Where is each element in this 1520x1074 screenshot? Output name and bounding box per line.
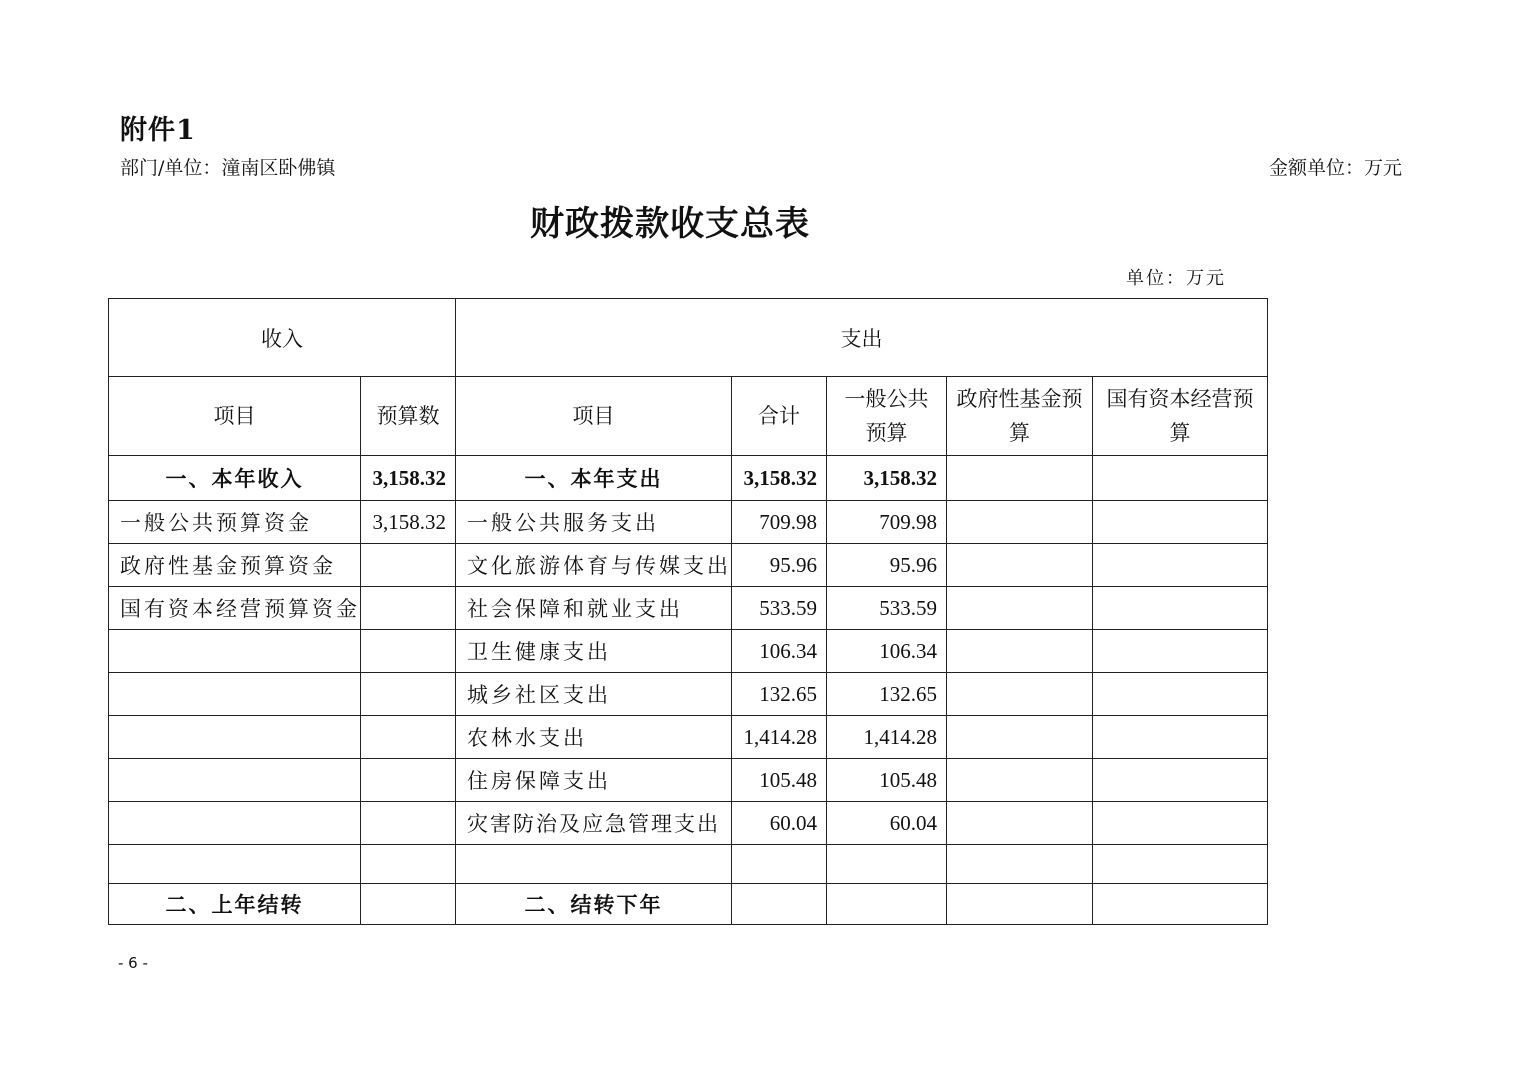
expense-item-cell	[456, 845, 732, 884]
expense-item-cell: 文化旅游体育与传媒支出	[456, 544, 732, 587]
state-capital-cell	[1093, 759, 1268, 802]
income-budget-cell: 3,158.32	[361, 501, 456, 544]
income-budget-cell	[361, 630, 456, 673]
income-budget-cell: 3,158.32	[361, 456, 456, 501]
general-public-cell: 533.59	[827, 587, 947, 630]
income-budget-cell	[361, 802, 456, 845]
total-cell: 95.96	[732, 544, 827, 587]
gov-fund-cell	[947, 845, 1093, 884]
table-row	[109, 456, 1268, 501]
income-group-header: 收入	[109, 299, 456, 377]
state-capital-cell	[1093, 673, 1268, 716]
table-row	[109, 544, 1268, 587]
income-item-cell	[109, 673, 361, 716]
table-row	[109, 716, 1268, 759]
general-public-cell	[827, 845, 947, 884]
state-capital-cell	[1093, 544, 1268, 587]
state-capital-cell	[1093, 587, 1268, 630]
document-title: 财政拨款收支总表	[530, 204, 810, 244]
col-header-state-capital: 国有资本经营预算	[1093, 377, 1268, 456]
general-public-cell: 105.48	[827, 759, 947, 802]
income-budget-cell	[361, 716, 456, 759]
expense-item-cell: 灾害防治及应急管理支出	[456, 802, 732, 845]
income-item-cell: 国有资本经营预算资金	[109, 587, 361, 630]
table-row	[109, 884, 1268, 925]
income-item-cell	[109, 759, 361, 802]
attachment-label: 附件1	[120, 115, 196, 146]
table-row	[109, 845, 1268, 884]
total-cell	[732, 845, 827, 884]
general-public-cell: 1,414.28	[827, 716, 947, 759]
general-public-cell: 106.34	[827, 630, 947, 673]
table-row	[109, 673, 1268, 716]
table-row	[109, 802, 1268, 845]
department-line: 部门/单位：潼南区卧佛镇	[120, 157, 336, 179]
expense-item-cell: 农林水支出	[456, 716, 732, 759]
income-budget-cell	[361, 759, 456, 802]
total-cell: 105.48	[732, 759, 827, 802]
income-item-cell	[109, 802, 361, 845]
total-cell	[732, 884, 827, 925]
amount-unit-note: 金额单位：万元	[1268, 157, 1402, 179]
state-capital-cell	[1093, 884, 1268, 925]
income-item-cell	[109, 630, 361, 673]
col-header-expense-item: 项目	[456, 377, 732, 456]
general-public-cell: 709.98	[827, 501, 947, 544]
income-budget-cell	[361, 884, 456, 925]
budget-table	[108, 298, 1268, 925]
expense-item-cell: 城乡社区支出	[456, 673, 732, 716]
expense-item-cell: 卫生健康支出	[456, 630, 732, 673]
state-capital-cell	[1093, 501, 1268, 544]
state-capital-cell	[1093, 630, 1268, 673]
income-item-cell: 一、本年收入	[109, 456, 361, 501]
income-item-cell: 一般公共预算资金	[109, 501, 361, 544]
gov-fund-cell	[947, 802, 1093, 845]
gov-fund-cell	[947, 544, 1093, 587]
group-header-row	[109, 299, 1268, 377]
table-row	[109, 630, 1268, 673]
col-header-income-item: 项目	[109, 377, 361, 456]
general-public-cell: 3,158.32	[827, 456, 947, 501]
expense-item-cell: 一般公共服务支出	[456, 501, 732, 544]
gov-fund-cell	[947, 716, 1093, 759]
total-cell: 106.34	[732, 630, 827, 673]
total-cell: 533.59	[732, 587, 827, 630]
state-capital-cell	[1093, 845, 1268, 884]
general-public-cell	[827, 884, 947, 925]
total-cell: 1,414.28	[732, 716, 827, 759]
income-item-cell: 政府性基金预算资金	[109, 544, 361, 587]
gov-fund-cell	[947, 884, 1093, 925]
expense-item-cell: 二、结转下年	[456, 884, 732, 925]
total-cell: 3,158.32	[732, 456, 827, 501]
col-header-general-public: 一般公共预算	[827, 377, 947, 456]
expense-item-cell: 一、本年支出	[456, 456, 732, 501]
income-item-cell	[109, 845, 361, 884]
table-row	[109, 587, 1268, 630]
table-row	[109, 759, 1268, 802]
col-header-gov-fund: 政府性基金预算	[947, 377, 1093, 456]
column-header-row	[109, 377, 1268, 456]
gov-fund-cell	[947, 456, 1093, 501]
income-budget-cell	[361, 673, 456, 716]
gov-fund-cell	[947, 759, 1093, 802]
col-header-income-budget: 预算数	[361, 377, 456, 456]
state-capital-cell	[1093, 802, 1268, 845]
state-capital-cell	[1093, 716, 1268, 759]
expense-group-header: 支出	[456, 299, 1268, 377]
income-budget-cell	[361, 845, 456, 884]
table-unit-note: 单位：万元	[1126, 268, 1226, 289]
gov-fund-cell	[947, 501, 1093, 544]
income-budget-cell	[361, 544, 456, 587]
income-item-cell	[109, 716, 361, 759]
total-cell: 60.04	[732, 802, 827, 845]
general-public-cell: 60.04	[827, 802, 947, 845]
income-budget-cell	[361, 587, 456, 630]
expense-item-cell: 住房保障支出	[456, 759, 732, 802]
table-row	[109, 501, 1268, 544]
total-cell: 132.65	[732, 673, 827, 716]
general-public-cell: 95.96	[827, 544, 947, 587]
page-number: - 6 -	[118, 954, 148, 972]
general-public-cell: 132.65	[827, 673, 947, 716]
state-capital-cell	[1093, 456, 1268, 501]
gov-fund-cell	[947, 587, 1093, 630]
expense-item-cell: 社会保障和就业支出	[456, 587, 732, 630]
gov-fund-cell	[947, 630, 1093, 673]
total-cell: 709.98	[732, 501, 827, 544]
income-item-cell: 二、上年结转	[109, 884, 361, 925]
col-header-total: 合计	[732, 377, 827, 456]
gov-fund-cell	[947, 673, 1093, 716]
